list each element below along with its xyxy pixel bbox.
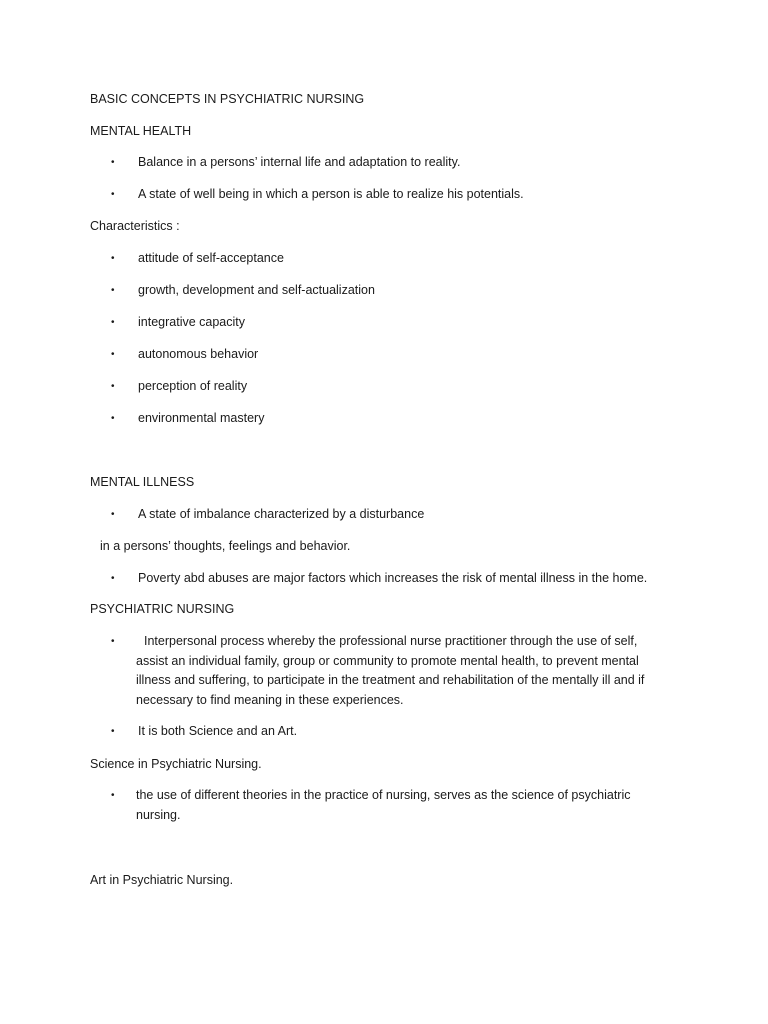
- heading-art: Art in Psychiatric Nursing.: [90, 873, 234, 887]
- list-item-text: attitude of self-acceptance: [138, 251, 284, 265]
- list-item: [111, 409, 678, 428]
- list-item: [111, 505, 678, 524]
- paragraph-line: necessary to find meaning in these experiences.: [136, 692, 404, 707]
- paragraph-line: assist an individual family, group or community to promote mental health, to prevent mental: [136, 653, 639, 668]
- bullet-icon: •: [111, 381, 115, 392]
- list-item-text: Balance in a persons’ internal life and adaptation to reality.: [138, 155, 461, 169]
- list-item-text: integrative capacity: [138, 315, 246, 329]
- list-item-text: [136, 632, 678, 710]
- bullet-icon: •: [111, 157, 115, 168]
- list-item: [111, 249, 678, 268]
- list-item: [111, 281, 678, 300]
- heading-characteristics: Characteristics :: [90, 219, 180, 233]
- list-item-text: growth, development and self-actualization: [138, 283, 375, 297]
- bullet-icon: •: [111, 726, 115, 737]
- bullet-icon: •: [111, 413, 115, 424]
- list-item-text: It is both Science and an Art.: [138, 724, 298, 738]
- paragraph-line: illness and suffering, to participate in the treatment and rehabilitation of the mentally ill and if: [136, 673, 645, 687]
- list-item-text: Poverty abd abuses are major factors which increases the risk of mental illness in the home.: [138, 571, 648, 585]
- list-item: [111, 313, 678, 332]
- bullet-icon: •: [111, 317, 115, 328]
- bullet-icon: •: [111, 573, 115, 584]
- paragraph-line: the use of different theories in the practice of nursing, serves as the science of psychiatric: [136, 788, 631, 802]
- heading-mental-illness: MENTAL ILLNESS: [90, 475, 195, 489]
- list-item-text: perception of reality: [138, 379, 248, 393]
- continuation-text: in a persons’ thoughts, feelings and behavior.: [100, 539, 351, 553]
- list-item: [111, 153, 678, 172]
- bullet-icon: •: [111, 509, 115, 520]
- heading-mental-health: MENTAL HEALTH: [90, 124, 192, 138]
- list-item: [111, 377, 678, 396]
- bullet-icon: •: [111, 285, 115, 296]
- bullet-icon: •: [111, 349, 115, 360]
- bullet-icon: •: [111, 253, 115, 264]
- list-item-text: A state of imbalance characterized by a disturbance: [138, 507, 425, 521]
- list-item: [111, 569, 678, 588]
- list-item-text: A state of well being in which a person is able to realize his potentials.: [138, 187, 524, 201]
- bullet-icon: •: [111, 790, 115, 801]
- list-item: [111, 185, 678, 204]
- list-item: [111, 632, 678, 710]
- heading-science: Science in Psychiatric Nursing.: [90, 757, 262, 771]
- list-item-text: autonomous behavior: [138, 347, 259, 361]
- bullet-icon: •: [111, 636, 115, 647]
- list-item-text: environmental mastery: [138, 411, 265, 425]
- heading-psychiatric-nursing: PSYCHIATRIC NURSING: [90, 602, 235, 616]
- paragraph-line: nursing.: [136, 807, 181, 822]
- list-item: [111, 786, 678, 825]
- document-title: BASIC CONCEPTS IN PSYCHIATRIC NURSING: [90, 92, 365, 106]
- list-item: [111, 722, 678, 741]
- list-item: [111, 345, 678, 364]
- list-item-text: [136, 786, 678, 825]
- paragraph-line: Interpersonal process whereby the professional nurse practitioner through the use of self,: [144, 634, 638, 648]
- bullet-icon: •: [111, 189, 115, 200]
